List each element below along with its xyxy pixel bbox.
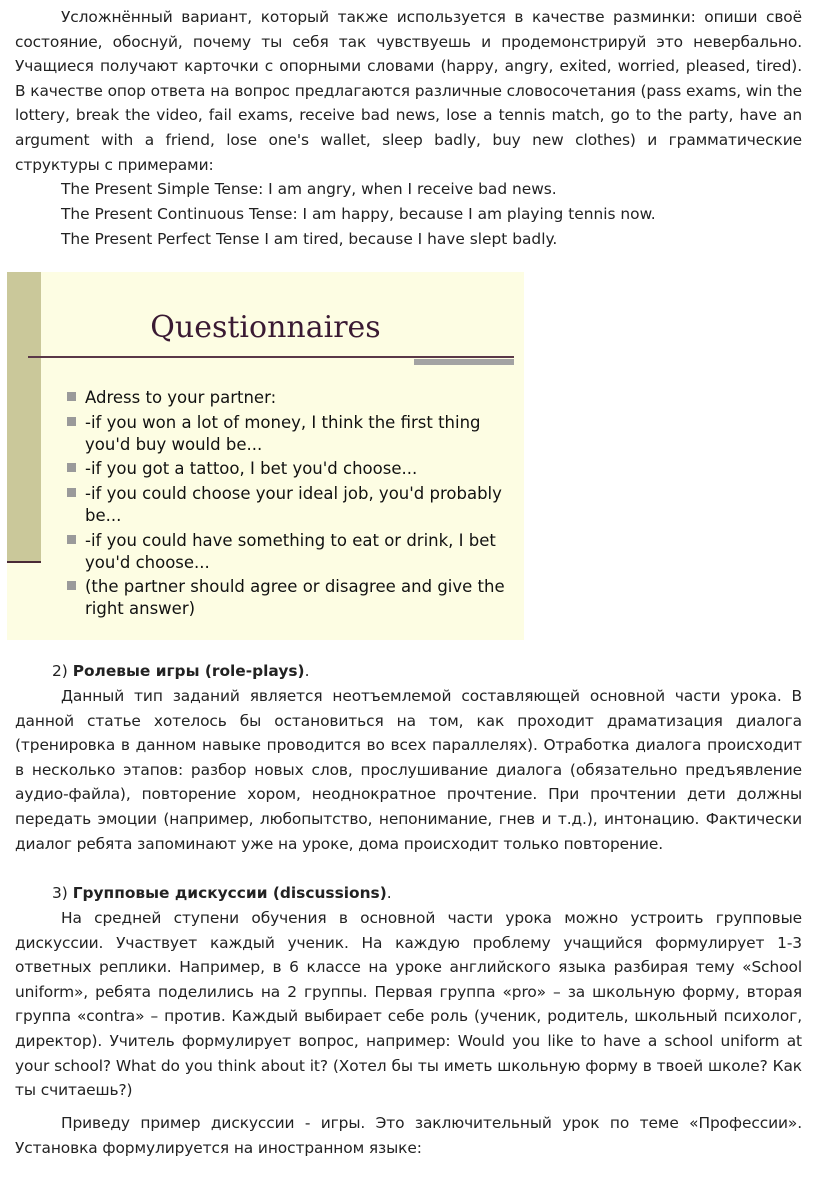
section-2-title: Ролевые игры (role-plays)	[72, 662, 305, 680]
section-2-tail: .	[304, 662, 310, 680]
section-2-number: 2)	[52, 662, 73, 680]
slide-title-rule	[28, 356, 514, 358]
slide-bullet: -if you won a lot of money, I think the first thing you'd buy would be...	[67, 412, 517, 456]
slide-bullet: -if you could choose your ideal job, you'd probably be...	[67, 483, 517, 527]
section-3-heading	[52, 881, 392, 906]
slide-title-rule-accent	[414, 359, 514, 365]
example-present-continuous: The Present Continuous Tense: I am happy, because I am playing tennis now.	[61, 205, 656, 223]
section-2-heading	[52, 659, 309, 684]
section-2-paragraph: Данный тип заданий является неотъемлемой составляющей основной части урока. В данной статье хотелось бы остановиться на том, как проходит драматизация диалога (тренировка в данном навыке проводится во всех параллелях). Отработка диалога происходит в несколько этапов: разбор новых слов, прослушивание диалога (обязательно предъявление аудио-файла), повторение хором, неоднократное прочтение. При прочтении дети должны передать эмоции (например, любопытство, непонимание, гнев и т.д.), интонацию. Фактически диалог ребята запоминают уже на уроке, дома происходит только повторение.	[15, 687, 802, 853]
section-3-number: 3)	[52, 884, 73, 902]
slide-bullet: (the partner should agree or disagree and give the right answer)	[67, 576, 517, 620]
slide-title: Questionnaires	[150, 310, 381, 345]
slide-bullet: -if you could have something to eat or drink, I bet you'd choose...	[67, 530, 517, 574]
slide-bullet-list	[67, 387, 517, 623]
section-3-paragraph-2: Приведу пример дискуссии - игры. Это заключительный урок по теме «Профессии». Установка формулируется на иностранном языке:	[15, 1114, 802, 1157]
section-3-paragraph: На средней ступени обучения в основной части урока можно устроить групповые дискуссии. Участвует каждый ученик. На каждую проблему учащийся формулирует 1-3 ответных реплики. Например, в 6 классе на уроке английского языка разбирая тему «School uniform», ребята поделились на 2 группы. Первая группа «pro» – за школьную форму, вторая группа «contra» – против. Каждый выбирает себе роль (ученик, родитель, школьный психолог, директор). Учитель формулирует вопрос, например: Would you like to have a school uniform at your school? What do you think about it? (Хотел бы ты иметь школьную форму в твоей школе? Как ты считаешь?)	[15, 909, 802, 1100]
section-3-title: Групповые дискуссии (discussions)	[72, 884, 387, 902]
intro-paragraph: Усложнённый вариант, который также используется в качестве разминки: опиши своё состояние, обоснуй, почему ты себя так чувствуешь и продемонстрируй это невербально. Учащиеся получают карточки с опорными словами (happy, angry, exited, worried, pleased, tired). В качестве опор ответа на вопрос предлагаются различные словосочетания (pass exams, win the lottery, break the video, fail exams, receive bad news, lose a tennis match, go to the party, have an argument with a friend, lose one's wallet, sleep badly, buy new clothes) и грамматические структуры с примерами:	[15, 8, 802, 174]
questionnaires-slide	[7, 272, 524, 640]
slide-side-bar-divider	[7, 561, 41, 563]
section-3-tail: .	[386, 884, 392, 902]
slide-bullet: -if you got a tattoo, I bet you'd choose...	[67, 458, 517, 480]
example-present-simple: The Present Simple Tense: I am angry, when I receive bad news.	[61, 180, 557, 198]
example-present-perfect: The Present Perfect Tense I am tired, because I have slept badly.	[61, 230, 558, 248]
slide-bullet: Adress to your partner:	[67, 387, 517, 409]
